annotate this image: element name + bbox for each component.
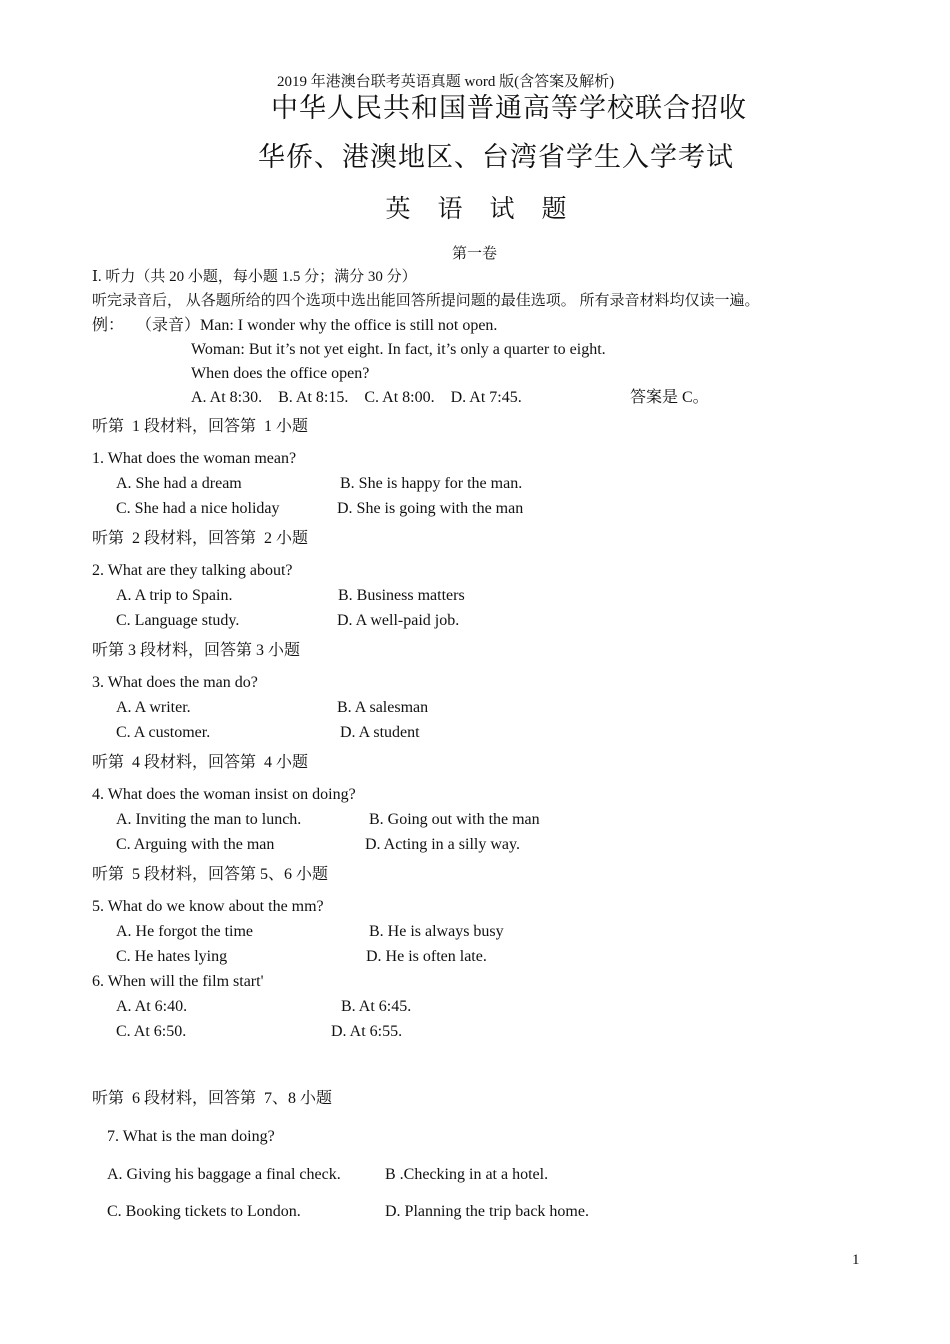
q4-option-c: C. Arguing with the man [116,836,275,853]
passage-3-heading: 听第 3 段材料，回答第 3 小题 [92,642,301,659]
passage-4-heading: 听第 4 段材料，回答第 4 小题 [92,754,309,771]
example-answer: 答案是 C。 [630,389,709,406]
q6-option-d: D. At 6:55. [331,1023,403,1040]
question-5: 5. What do we know about the mm? [92,898,324,915]
top-note: 2019 年港澳台联考英语真题 word 版(含答案及解析) [277,74,615,90]
example-woman: Woman: But it’s not yet eight. In fact, it’s only a quarter to eight. [191,341,606,358]
q7-option-b: B .Checking in at a hotel. [385,1166,549,1183]
q3-option-d: D. A student [340,724,420,741]
q2-option-d: D. A well-paid job. [337,612,460,629]
question-1: 1. What does the woman mean? [92,450,297,467]
title-char: 语 [437,194,463,223]
instructions: 听完录音后， 从各题所给的四个选项中选出能回答所提问题的最佳选项。 所有录音材料均仅读一遍。 [92,293,760,309]
q1-option-d: D. She is going with the man [337,500,524,517]
page-number: 1 [852,1252,860,1268]
q1-option-b: B. She is happy for the man. [340,475,523,492]
passage-6-heading: 听第 6 段材料，回答第 7、8 小题 [92,1090,333,1107]
title-line-2: 华侨、港澳地区、台湾省学生入学考试 [258,142,734,173]
example-question: When does the office open? [191,365,370,382]
q5-option-c: C. He hates lying [116,948,228,965]
example-recording: （录音）Man: I wonder why the office is still not open. [136,317,498,334]
q6-option-c: C. At 6:50. [116,1023,187,1040]
q2-option-a: A. A trip to Spain. [116,587,233,604]
passage-5-heading: 听第 5 段材料，回答第 5、6 小题 [92,866,329,883]
question-4: 4. What does the woman insist on doing? [92,786,356,803]
passage-1-heading: 听第 1 段材料，回答第 1 小题 [92,418,309,435]
q5-option-d: D. He is often late. [366,948,487,965]
question-3: 3. What does the man do? [92,674,258,691]
title-char: 英 [385,194,411,223]
title-line-3 [372,196,580,221]
q4-option-d: D. Acting in a silly way. [365,836,520,853]
question-6: 6. When will the film start' [92,973,264,990]
q2-option-c: C. Language study. [116,612,240,629]
title-char: 题 [541,194,567,223]
q5-option-b: B. He is always busy [369,923,504,940]
passage-2-heading: 听第 2 段材料，回答第 2 小题 [92,530,309,547]
question-7: 7. What is the man doing? [107,1128,275,1145]
q4-option-a: A. Inviting the man to lunch. [116,811,302,828]
example-options: A. At 8:30. B. At 8:15. C. At 8:00. D. At 7:45. [191,389,522,406]
example-label: 例： [92,317,125,334]
q7-option-d: D. Planning the trip back home. [385,1203,589,1220]
q6-option-a: A. At 6:40. [116,998,188,1015]
q7-option-a: A. Giving his baggage a final check. [107,1166,341,1183]
title-char: 试 [489,194,515,223]
q1-option-a: A. She had a dream [116,475,242,492]
section-heading: Ⅰ. 听力（共 20 小题，每小题 1.5 分；满分 30 分） [92,269,417,285]
q5-option-a: A. He forgot the time [116,923,254,940]
q7-option-c: C. Booking tickets to London. [107,1203,301,1220]
q3-option-a: A. A writer. [116,699,191,716]
volume-label: 第一卷 [452,244,498,262]
q2-option-b: B. Business matters [338,587,465,604]
title-line-1: 中华人民共和国普通高等学校联合招收 [271,93,747,124]
question-2: 2. What are they talking about? [92,562,293,579]
q6-option-b: B. At 6:45. [341,998,412,1015]
q4-option-b: B. Going out with the man [369,811,540,828]
q3-option-c: C. A customer. [116,724,211,741]
q1-option-c: C. She had a nice holiday [116,500,280,517]
q3-option-b: B. A salesman [337,699,429,716]
